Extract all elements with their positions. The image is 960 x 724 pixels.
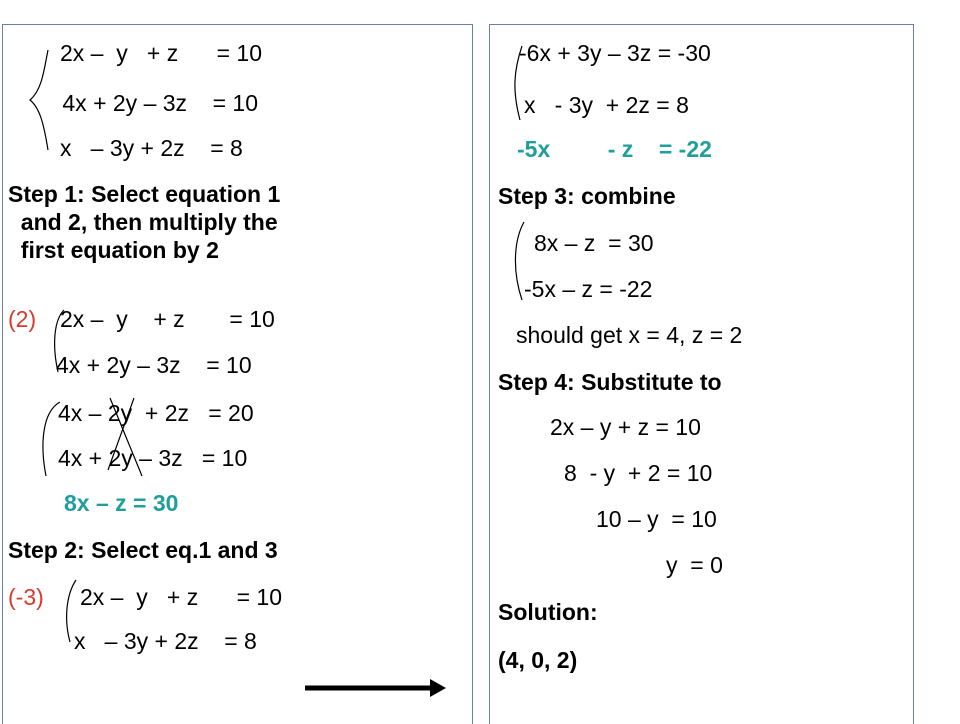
system-eq-1: 2x – y + z = 10 — [60, 40, 262, 66]
pair2-eq-2: x – 3y + 2z = 8 — [74, 628, 257, 654]
sum1-eq-1: 4x – 2y + 2z = 20 — [58, 400, 254, 426]
multiplier-neg3: (-3) — [8, 584, 44, 610]
sum2-eq-1: -6x + 3y – 3z = -30 — [519, 40, 711, 66]
result-5x-z: -5x - z = -22 — [517, 136, 712, 162]
pair1-eq-1: 2x – y + z = 10 — [60, 306, 275, 332]
step-4-instruction: Step 4: Substitute to — [498, 369, 722, 395]
solution-hint: should get x = 4, z = 2 — [516, 322, 743, 348]
solution-label: Solution: — [498, 599, 598, 625]
combine-eq-2: -5x – z = -22 — [524, 276, 653, 302]
sum1-eq-2: 4x + 2y – 3z = 10 — [58, 445, 248, 471]
result-8x-z: 8x – z = 30 — [64, 490, 179, 516]
combine-brace — [515, 222, 524, 300]
subst-line-2: 8 - y + 2 = 10 — [564, 460, 713, 486]
step-3-instruction: Step 3: combine — [498, 183, 676, 209]
system-brace — [30, 50, 48, 150]
pair1-eq-2: 4x + 2y – 3z = 10 — [56, 352, 252, 378]
subst-line-3: 10 – y = 10 — [596, 506, 717, 532]
pair2-eq-1: 2x – y + z = 10 — [80, 584, 282, 610]
combine-eq-1: 8x – z = 30 — [534, 230, 654, 256]
solution-value: (4, 0, 2) — [498, 647, 578, 673]
subst-line-1: 2x – y + z = 10 — [550, 414, 701, 440]
system-eq-2: 4x + 2y – 3z = 10 — [56, 90, 259, 116]
sum2-eq-2: x - 3y + 2z = 8 — [524, 92, 689, 118]
multiplier-2: (2) — [8, 306, 37, 332]
step-2-instruction: Step 2: Select eq.1 and 3 — [8, 537, 278, 563]
step-1-instruction: Step 1: Select equation 1 and 2, then multiply the first equation by 2 — [8, 181, 281, 263]
system-eq-3: x – 3y + 2z = 8 — [60, 135, 243, 161]
subst-line-4: y = 0 — [666, 552, 723, 578]
